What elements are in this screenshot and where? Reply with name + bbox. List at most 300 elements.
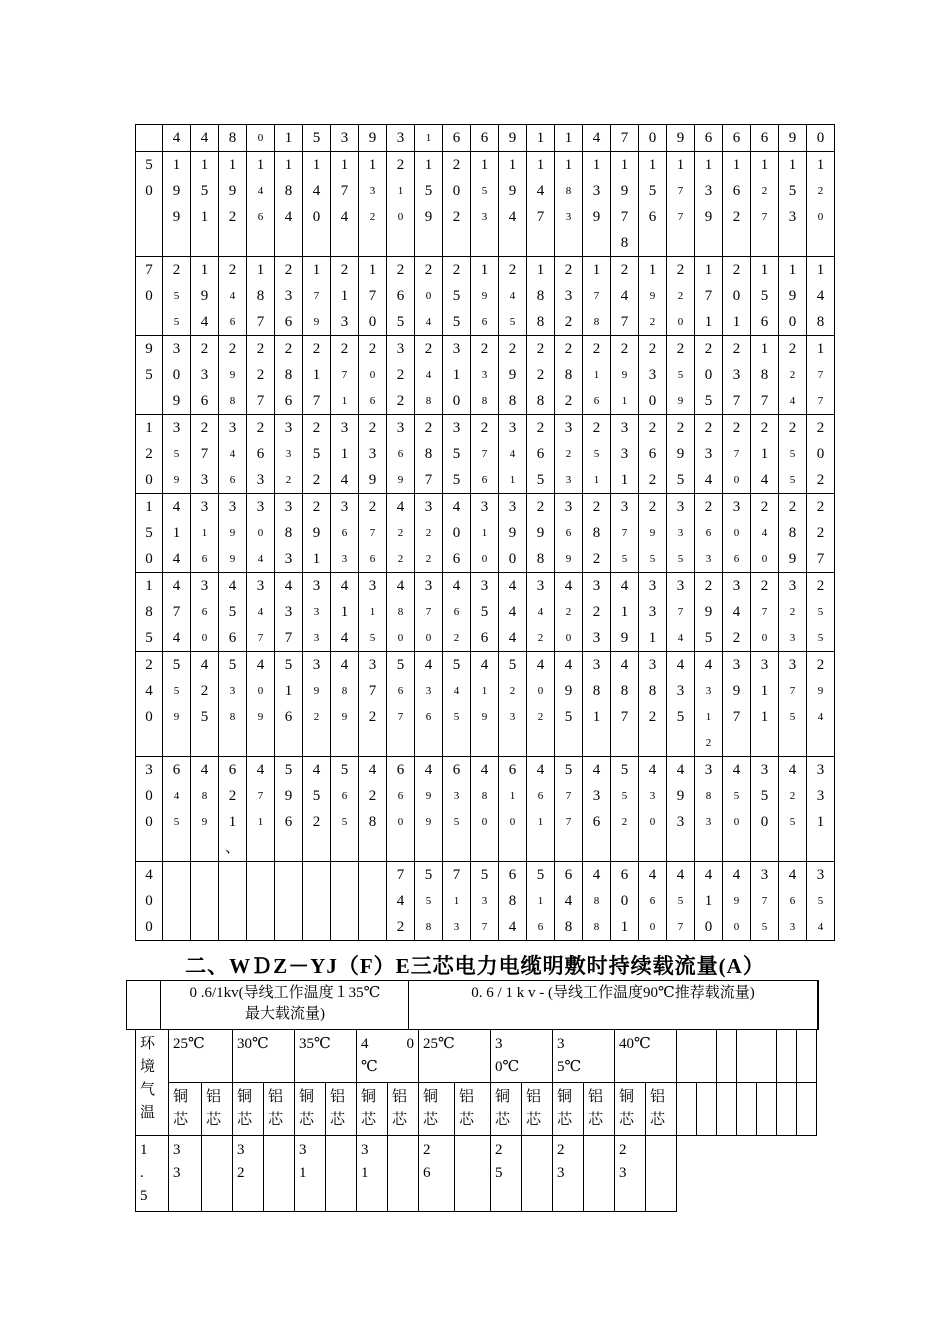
cell-char: 7 (313, 290, 320, 302)
value-cell (471, 336, 499, 415)
value-cell (387, 336, 415, 415)
value-cell (415, 862, 443, 941)
cell-char: 4 (256, 762, 265, 778)
cell-char: 2 (200, 683, 209, 699)
value-cell (779, 415, 807, 494)
cell-char: 1 (312, 367, 321, 383)
temp-header: 4 0 ℃ (357, 1030, 419, 1083)
aluminum-core-header: 铝 芯 (646, 1083, 677, 1136)
cell-char: 1 (480, 262, 489, 278)
value-cell (555, 652, 583, 757)
cell-char: 0 (508, 551, 517, 567)
table-row (136, 494, 835, 573)
cell-char: 5 (173, 816, 180, 828)
cell-char: 4 (396, 578, 405, 594)
cell-char: 9 (229, 527, 236, 539)
value-cell (555, 862, 583, 941)
cell-char: 2 (760, 420, 769, 436)
cell-char: 3 (312, 578, 321, 594)
cell-char: 9 (620, 183, 629, 199)
cell-char: 2 (592, 420, 601, 436)
value-cell (555, 336, 583, 415)
cell-char: 0 (145, 919, 153, 935)
cell-char: 0 (145, 814, 153, 830)
cell-char: 9 (200, 288, 209, 304)
value-cell (695, 125, 723, 152)
cell-char: 1 (509, 474, 516, 486)
cell-char: 6 (481, 474, 488, 486)
value-cell (807, 862, 835, 941)
cell-char: 8 (284, 525, 293, 541)
cell-char: 1 (648, 157, 657, 173)
cell-char: 4 (340, 209, 349, 225)
value-cell (471, 125, 499, 152)
cell-char: 2 (200, 341, 209, 357)
cell-char: 4 (732, 867, 741, 883)
cell-char: 0 (397, 816, 404, 828)
cell-char: 3 (704, 183, 713, 199)
cell-char: 3 (424, 578, 433, 594)
temp-header: 40℃ (615, 1030, 677, 1083)
cell-char: 9 (229, 369, 236, 381)
row-label-cell (136, 862, 163, 941)
cell-char: 1 (816, 262, 825, 278)
value-cell (527, 862, 555, 941)
cell-char: 3 (425, 685, 432, 697)
value-cell (779, 336, 807, 415)
cell-char: 1 (145, 420, 153, 436)
value-cell (807, 494, 835, 573)
cell-char: 8 (536, 314, 545, 330)
cell-char: 7 (452, 867, 461, 883)
cell-char: 2 (564, 341, 573, 357)
value-cell (303, 494, 331, 573)
value-cell (667, 336, 695, 415)
cell-char: 2 (200, 420, 209, 436)
cell-char: 6 (565, 527, 572, 539)
table-row (136, 757, 835, 862)
cell-char: 3 (509, 711, 516, 723)
cell-char: 4 (788, 867, 797, 883)
cell-char: 9 (817, 685, 824, 697)
cell-char: 4 (676, 657, 685, 673)
cell-char: 3 (732, 499, 741, 515)
cell-char: 7 (761, 895, 768, 907)
cell-char: 4 (508, 919, 517, 935)
cell-char: 7 (145, 262, 153, 278)
cell-char: 9 (284, 788, 293, 804)
value-cell (611, 862, 639, 941)
value-cell (667, 573, 695, 652)
temp-header: 30℃ (233, 1030, 295, 1083)
cell-char: 4 (704, 867, 713, 883)
cell-char: 4 (816, 288, 825, 304)
value-cell (779, 573, 807, 652)
cell-char: 0 (816, 130, 825, 146)
temp-header: 3 0℃ (491, 1030, 553, 1083)
cell-char: 3 (480, 499, 489, 515)
cell-char: 5 (312, 130, 321, 146)
cell-char: 7 (816, 551, 825, 567)
cell-char: 0 (761, 632, 768, 644)
table2-header-row (126, 980, 819, 1030)
cell-char: 5 (733, 790, 740, 802)
value-cell (275, 757, 303, 862)
cell-char: 3 (592, 183, 601, 199)
value-cell (443, 336, 471, 415)
copper-value: 3 1 (295, 1136, 326, 1212)
cell-char: 1 (816, 814, 825, 830)
cell-char: 6 (508, 762, 517, 778)
cell-char: 3 (676, 683, 685, 699)
cell-char: 7 (677, 211, 684, 223)
copper-value: 2 5 (491, 1136, 522, 1212)
value-cell (667, 757, 695, 862)
cell-char: 1 (760, 157, 769, 173)
cell-char: 5 (369, 632, 376, 644)
empty-cell (677, 1083, 697, 1136)
value-cell (639, 652, 667, 757)
row-label-cell (136, 494, 163, 573)
cell-char: 6 (481, 316, 488, 328)
value-cell (359, 652, 387, 757)
cell-char: 2 (536, 420, 545, 436)
cell-char: 2 (368, 420, 377, 436)
cell-char: 2 (705, 737, 712, 749)
value-cell (219, 257, 247, 336)
cell-char: 2 (256, 341, 265, 357)
temp-header: 25℃ (169, 1030, 233, 1083)
cell-char: 1 (620, 157, 629, 173)
cell-char: 2 (508, 341, 517, 357)
cell-char: 4 (760, 472, 769, 488)
cell-char: 0 (172, 367, 181, 383)
value-cell (527, 125, 555, 152)
value-cell (723, 652, 751, 757)
cell-char: 3 (620, 499, 629, 515)
value-cell (443, 415, 471, 494)
cell-char: 4 (284, 209, 293, 225)
cell-char: 9 (481, 290, 488, 302)
cell-char: 0 (761, 553, 768, 565)
copper-value: 3 2 (233, 1136, 264, 1212)
cell-char: 4 (564, 657, 573, 673)
cell-char: 2 (592, 341, 601, 357)
cell-char: 1 (256, 157, 265, 173)
cell-char: 9 (172, 393, 181, 409)
cell-char: 3 (677, 527, 684, 539)
cell-char: 2 (816, 525, 825, 541)
value-cell (611, 125, 639, 152)
value-cell (779, 757, 807, 862)
value-cell (219, 573, 247, 652)
cell-char: 4 (229, 290, 236, 302)
value-cell (219, 336, 247, 415)
cell-char: 2 (452, 262, 461, 278)
cell-char: 3 (705, 685, 712, 697)
cell-char: 4 (704, 472, 713, 488)
cell-char: 3 (285, 448, 292, 460)
value-cell (639, 257, 667, 336)
value-cell (527, 652, 555, 757)
cell-char: 5 (341, 816, 348, 828)
cell-char: 6 (256, 446, 265, 462)
cell-char: 2 (732, 262, 741, 278)
value-cell (275, 573, 303, 652)
cell-char: 3 (732, 578, 741, 594)
cell-char: 4 (789, 395, 796, 407)
cell-char: 9 (592, 209, 601, 225)
cell-char: 9 (676, 788, 685, 804)
value-cell (359, 573, 387, 652)
value-cell (191, 152, 219, 257)
cell-char: 5 (789, 816, 796, 828)
value-cell (807, 757, 835, 862)
cell-char: 4 (480, 657, 489, 673)
cell-char: 3 (508, 499, 517, 515)
value-cell (527, 257, 555, 336)
cell-char: 2 (704, 341, 713, 357)
cell-char: 0 (732, 288, 741, 304)
cell-char: 0 (145, 288, 153, 304)
aluminum-core-header: 铝 芯 (522, 1083, 553, 1136)
cell-char: 4 (817, 921, 824, 933)
cell-char: 9 (620, 630, 629, 646)
cell-char: 6 (705, 527, 712, 539)
value-cell (415, 152, 443, 257)
cell-char: 2 (424, 420, 433, 436)
cell-char: 7 (368, 683, 377, 699)
cell-char: 9 (508, 367, 517, 383)
cell-char: 4 (257, 553, 264, 565)
cell-char: 4 (453, 685, 460, 697)
value-cell (583, 415, 611, 494)
cell-char: 1 (312, 157, 321, 173)
cell-char: 2 (788, 499, 797, 515)
cell-char: 7 (340, 183, 349, 199)
value-cell (723, 757, 751, 862)
cell-char: 5 (173, 448, 180, 460)
cell-char: 2 (648, 709, 657, 725)
value-cell (303, 573, 331, 652)
value-cell (443, 573, 471, 652)
cell-char: 2 (592, 551, 601, 567)
cell-char: 2 (172, 262, 181, 278)
cell-char: 3 (284, 604, 293, 620)
copper-value: 2 3 (553, 1136, 584, 1212)
cell-char: 6 (704, 130, 713, 146)
cell-char: 1 (368, 262, 377, 278)
value-cell (499, 257, 527, 336)
cell-char: 9 (257, 711, 264, 723)
cell-char: 6 (620, 867, 629, 883)
cell-char: 5 (704, 393, 713, 409)
cell-char: 9 (481, 711, 488, 723)
cell-char: 0 (509, 816, 516, 828)
cell-char: 0 (312, 209, 321, 225)
cell-char: 1 (397, 185, 404, 197)
cell-char: 6 (564, 867, 573, 883)
value-cell (359, 757, 387, 862)
cell-char: 7 (789, 685, 796, 697)
value-cell (611, 257, 639, 336)
cell-char: 8 (564, 919, 573, 935)
value-cell (695, 336, 723, 415)
cell-char: 1 (593, 474, 600, 486)
cell-char: 2 (480, 420, 489, 436)
value-cell (219, 415, 247, 494)
cell-char: 3 (284, 499, 293, 515)
cell-char: 8 (508, 893, 517, 909)
value-cell (387, 257, 415, 336)
cell-char: 3 (704, 446, 713, 462)
cell-char: 6 (760, 130, 769, 146)
cell-char: 7 (677, 606, 684, 618)
value-cell (779, 494, 807, 573)
header-left-cell (161, 983, 409, 1025)
value-cell (583, 152, 611, 257)
cell-char: 0 (481, 816, 488, 828)
cell-char: 6 (452, 130, 461, 146)
cell-char: 6 (592, 814, 601, 830)
cell-char: 1 (340, 446, 349, 462)
cell-char: 0 (649, 921, 656, 933)
cell-char: 3 (284, 288, 293, 304)
cell-char: 5 (760, 288, 769, 304)
cell-char: 0 (145, 788, 153, 804)
cell-char: 1 (312, 262, 321, 278)
cell-char: 8 (592, 525, 601, 541)
value-cell (499, 415, 527, 494)
value-cell (667, 494, 695, 573)
cell-char: 4 (704, 657, 713, 673)
value-cell (331, 862, 359, 941)
cell-char: 6 (284, 314, 293, 330)
cell-char: 8 (228, 130, 237, 146)
value-cell (471, 573, 499, 652)
value-cell (247, 652, 275, 757)
cell-char: 2 (256, 367, 265, 383)
cell-char: 3 (313, 606, 320, 618)
temp-header: 25℃ (419, 1030, 491, 1083)
cell-char: 3 (172, 420, 181, 436)
row-label-cell (136, 125, 163, 152)
cell-char: 3 (368, 446, 377, 462)
cell-char: 4 (340, 657, 349, 673)
cell-char: 1 (424, 157, 433, 173)
cell-char: 4 (536, 762, 545, 778)
cell-char: 4 (592, 762, 601, 778)
cell-char: 4 (340, 578, 349, 594)
cell-char: 3 (676, 499, 685, 515)
cell-char: 9 (536, 525, 545, 541)
value-cell (751, 494, 779, 573)
value-cell (415, 757, 443, 862)
value-cell (499, 336, 527, 415)
value-cell (275, 125, 303, 152)
cell-char: 4 (257, 185, 264, 197)
cell-char: 2 (788, 341, 797, 357)
cell-char: 5 (677, 553, 684, 565)
cell-char: 5 (509, 316, 516, 328)
cell-char: 0 (816, 446, 825, 462)
cell-char: 4 (368, 762, 377, 778)
cell-char: 2 (789, 369, 796, 381)
cell-char: 9 (649, 527, 656, 539)
cell-char: 9 (173, 711, 180, 723)
cell-char: 2 (453, 632, 460, 644)
cell-char: 5 (677, 369, 684, 381)
cell-char: 2 (536, 367, 545, 383)
cell-char: 3 (592, 657, 601, 673)
cell-char: 4 (145, 683, 153, 699)
value-cell (639, 125, 667, 152)
cell-char: 3 (256, 472, 265, 488)
value-cell (275, 415, 303, 494)
value-cell (275, 862, 303, 941)
cell-char: 3 (228, 499, 237, 515)
cell-char: 4 (677, 632, 684, 644)
cell-char: 3 (424, 499, 433, 515)
cell-char: 5 (817, 632, 824, 644)
cell-char: 4 (676, 867, 685, 883)
empty-cell (797, 1083, 817, 1136)
cell-char: 5 (593, 448, 600, 460)
cell-char: 1 (200, 209, 209, 225)
value-cell (387, 757, 415, 862)
cell-char: 3 (508, 420, 517, 436)
value-cell (191, 862, 219, 941)
value-cell (387, 125, 415, 152)
value-cell (275, 257, 303, 336)
cell-char: 9 (368, 130, 377, 146)
cell-char: 3 (452, 341, 461, 357)
cell-char: 3 (816, 867, 825, 883)
value-cell (583, 257, 611, 336)
cell-char: 0 (733, 816, 740, 828)
value-cell (667, 125, 695, 152)
cell-char: 8 (648, 683, 657, 699)
cell-char: 2 (649, 316, 656, 328)
cell-char: 5 (621, 553, 628, 565)
value-cell (443, 862, 471, 941)
cell-char: 0 (733, 527, 740, 539)
value-cell (471, 415, 499, 494)
value-cell (415, 125, 443, 152)
value-cell (527, 494, 555, 573)
cell-char: 9 (172, 183, 181, 199)
cell-char: 2 (256, 420, 265, 436)
cell-char: 7 (732, 393, 741, 409)
cell-char: 2 (369, 211, 376, 223)
row-label-cell (136, 415, 163, 494)
cell-char: 1 (760, 683, 769, 699)
cell-char: 9 (704, 604, 713, 620)
cell-char: 6 (732, 183, 741, 199)
cell-char: 2 (564, 314, 573, 330)
value-cell (219, 652, 247, 757)
cell-char: 2 (368, 341, 377, 357)
value-cell (583, 757, 611, 862)
value-cell (611, 652, 639, 757)
value-cell (723, 862, 751, 941)
cell-char: 3 (788, 657, 797, 673)
cell-char: 5 (649, 553, 656, 565)
cell-char: 1 (620, 604, 629, 620)
cell-char: 6 (760, 314, 769, 330)
cell-char: 2 (676, 262, 685, 278)
cell-char: 2 (480, 341, 489, 357)
